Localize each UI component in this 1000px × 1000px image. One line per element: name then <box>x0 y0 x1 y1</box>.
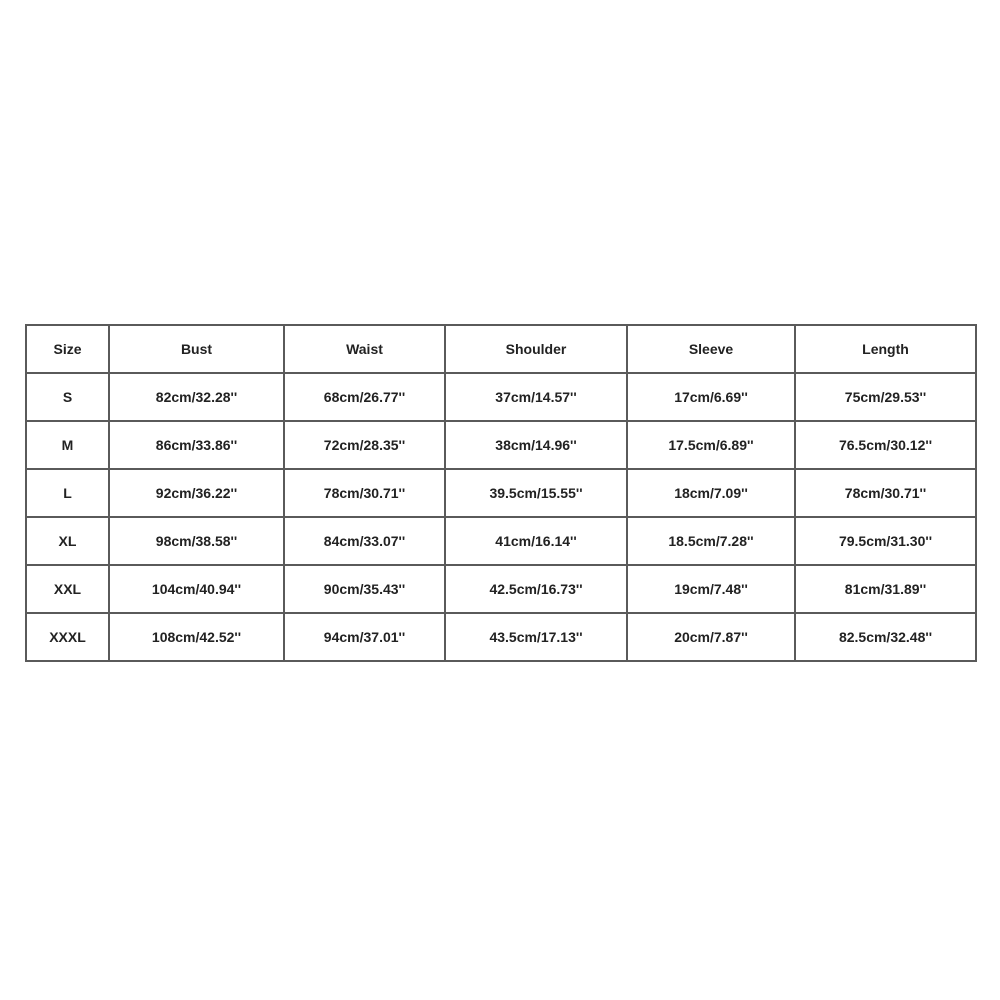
cell-shoulder: 39.5cm/15.55'' <box>445 469 627 517</box>
header-cell-waist: Waist <box>284 325 445 373</box>
cell-waist: 84cm/33.07'' <box>284 517 445 565</box>
cell-size: S <box>26 373 109 421</box>
cell-shoulder: 41cm/16.14'' <box>445 517 627 565</box>
cell-length: 81cm/31.89'' <box>795 565 976 613</box>
cell-shoulder: 37cm/14.57'' <box>445 373 627 421</box>
cell-sleeve: 19cm/7.48'' <box>627 565 795 613</box>
header-cell-size: Size <box>26 325 109 373</box>
table-row <box>26 373 976 421</box>
cell-size: L <box>26 469 109 517</box>
header-cell-sleeve: Sleeve <box>627 325 795 373</box>
cell-size: M <box>26 421 109 469</box>
cell-bust: 86cm/33.86'' <box>109 421 284 469</box>
cell-sleeve: 18.5cm/7.28'' <box>627 517 795 565</box>
header-cell-length: Length <box>795 325 976 373</box>
cell-sleeve: 20cm/7.87'' <box>627 613 795 661</box>
cell-waist: 68cm/26.77'' <box>284 373 445 421</box>
cell-sleeve: 17.5cm/6.89'' <box>627 421 795 469</box>
cell-waist: 90cm/35.43'' <box>284 565 445 613</box>
cell-length: 79.5cm/31.30'' <box>795 517 976 565</box>
cell-length: 78cm/30.71'' <box>795 469 976 517</box>
cell-waist: 78cm/30.71'' <box>284 469 445 517</box>
header-cell-shoulder: Shoulder <box>445 325 627 373</box>
cell-bust: 104cm/40.94'' <box>109 565 284 613</box>
table-row <box>26 565 976 613</box>
cell-waist: 72cm/28.35'' <box>284 421 445 469</box>
cell-sleeve: 18cm/7.09'' <box>627 469 795 517</box>
cell-size: XL <box>26 517 109 565</box>
header-cell-bust: Bust <box>109 325 284 373</box>
cell-bust: 108cm/42.52'' <box>109 613 284 661</box>
cell-shoulder: 38cm/14.96'' <box>445 421 627 469</box>
table-row <box>26 421 976 469</box>
cell-shoulder: 42.5cm/16.73'' <box>445 565 627 613</box>
table-row <box>26 469 976 517</box>
cell-size: XXL <box>26 565 109 613</box>
cell-sleeve: 17cm/6.69'' <box>627 373 795 421</box>
cell-length: 75cm/29.53'' <box>795 373 976 421</box>
cell-bust: 82cm/32.28'' <box>109 373 284 421</box>
table-row <box>26 517 976 565</box>
cell-bust: 98cm/38.58'' <box>109 517 284 565</box>
cell-bust: 92cm/36.22'' <box>109 469 284 517</box>
cell-waist: 94cm/37.01'' <box>284 613 445 661</box>
table-row <box>26 613 976 661</box>
size-chart-table <box>25 324 977 662</box>
cell-length: 76.5cm/30.12'' <box>795 421 976 469</box>
cell-shoulder: 43.5cm/17.13'' <box>445 613 627 661</box>
cell-size: XXXL <box>26 613 109 661</box>
header-row <box>26 325 976 373</box>
cell-length: 82.5cm/32.48'' <box>795 613 976 661</box>
